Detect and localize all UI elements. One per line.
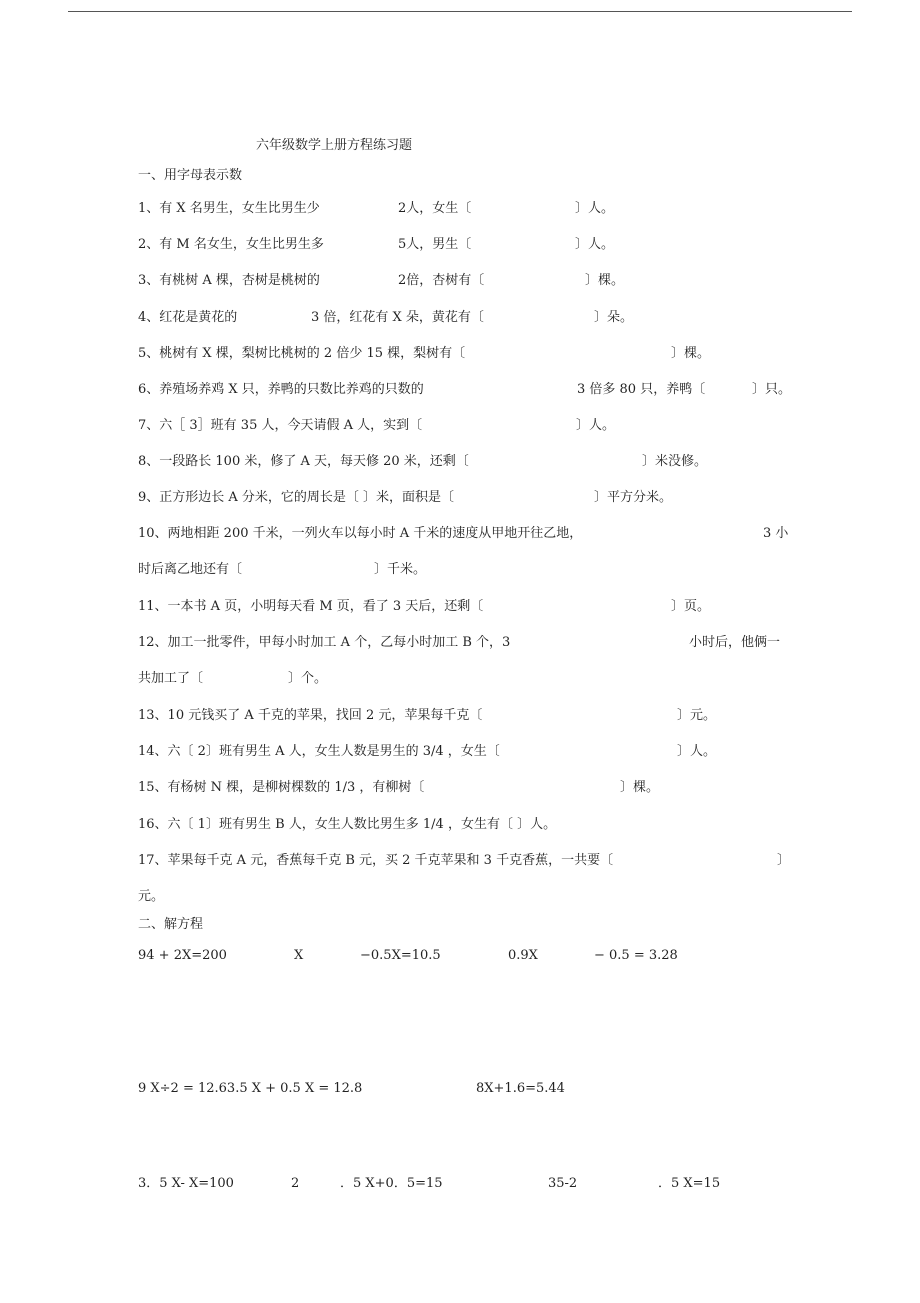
- problem-text: 14、六〔 2〕班有男生 A 人，女生人数是男生的 3/4 ，女生〔: [138, 744, 500, 759]
- problem-text: 5、桃树有 X 棵，梨树比桃树的 2 倍少 15 棵，梨树有〔: [138, 346, 466, 361]
- equation-text: 0.9X: [508, 948, 538, 963]
- equation-text: ．5 X=15: [658, 1176, 721, 1191]
- page-title: 六年级数学上册方程练习题: [256, 138, 413, 153]
- problem-text: 时后离乙地还有〔: [138, 562, 243, 577]
- problem-text: 〕页。: [671, 599, 711, 614]
- equation-text: X: [294, 948, 304, 963]
- problem-text: 16、六〔 1〕班有男生 B 人，女生人数比男生多 1/4 ，女生有〔 〕人。: [138, 817, 557, 832]
- problem-text: 〕平方分米。: [594, 490, 673, 505]
- equation-text: 8X+1.6=5.44: [476, 1081, 565, 1096]
- problem-text: 3 小: [763, 526, 789, 541]
- problem-text: 3 倍多 80 只，养鸭〔: [577, 382, 706, 397]
- problem-text: 9、正方形边长 A 分米，它的周长是〔 〕米，面积是〔: [138, 490, 455, 505]
- equation-text: 3．5 X- X=100: [138, 1176, 234, 1191]
- equation-text: −0.5X=10.5: [360, 948, 441, 963]
- problem-text: 〕千米。: [374, 562, 427, 577]
- problem-text: 〕棵。: [585, 273, 625, 288]
- problem-text: 〕人。: [575, 237, 615, 252]
- problem-text: 〕米没修。: [642, 454, 708, 469]
- problem-text: 8、一段路长 100 米，修了 A 天，每天修 20 米，还剩〔: [138, 454, 469, 469]
- problem-text: 11、一本书 A 页，小明每天看 M 页，看了 3 天后，还剩〔: [138, 599, 484, 614]
- equation-text: 9 X÷2 = 12.63.5 X + 0.5 X = 12.8: [138, 1081, 363, 1096]
- problem-text: 12、加工一批零件，甲每小时加工 A 个，乙每小时加工 B 个，3: [138, 635, 511, 650]
- problem-text: 2倍，杏树有〔: [398, 273, 485, 288]
- equation-text: ．5 X+0．5=15: [340, 1176, 443, 1191]
- problem-text: 〕个。: [288, 671, 328, 686]
- problem-text: 13、10 元钱买了 A 千克的苹果，找回 2 元，苹果每千克〔: [138, 708, 483, 723]
- problem-text: 〕: [777, 853, 791, 868]
- section-heading-equations: 二、解方程: [138, 917, 204, 932]
- equation-text: 94 + 2X=200: [138, 948, 227, 963]
- problem-text: 17、苹果每千克 A 元，香蕉每千克 B 元，买 2 千克苹果和 3 千克香蕉，一共要〔: [138, 853, 614, 868]
- problem-text: 1、有 X 名男生，女生比男生少: [138, 201, 320, 216]
- problem-text: 〕朵。: [594, 310, 634, 325]
- problem-text: 〕人。: [576, 418, 616, 433]
- problem-text: 〕棵。: [620, 780, 660, 795]
- header-rule: [68, 11, 852, 12]
- problem-text: 2、有 M 名女生，女生比男生多: [138, 237, 324, 252]
- equation-text: 2: [291, 1176, 300, 1191]
- problem-text: 2人，女生〔: [398, 201, 472, 216]
- problem-text: 3、有桃树 A 棵，杏树是桃树的: [138, 273, 320, 288]
- problem-text: 4、红花是黄花的: [138, 310, 238, 325]
- equation-text: 35-2: [548, 1176, 578, 1191]
- equation-text: − 0.5 = 3.28: [594, 948, 678, 963]
- problem-text: 5人，男生〔: [398, 237, 472, 252]
- problem-text: 3 倍，红花有 X 朵，黄花有〔: [311, 310, 484, 325]
- problem-text: 〕人。: [575, 201, 615, 216]
- problem-text: 〕元。: [677, 708, 717, 723]
- problem-text: 7、六［ 3］班有 35 人，今天请假 A 人，实到〔: [138, 418, 423, 433]
- section-heading-letters: 一、用字母表示数: [138, 168, 243, 183]
- problem-text: 小时后，他俩一: [689, 635, 781, 650]
- problem-text: 10、两地相距 200 千米，一列火车以每小时 A 千米的速度从甲地开往乙地，: [138, 526, 583, 541]
- problem-text: 6、养殖场养鸡 X 只，养鸭的只数比养鸡的只数的: [138, 382, 424, 397]
- problem-text: 元。: [138, 889, 165, 904]
- problem-text: 〕人。: [677, 744, 717, 759]
- problem-text: 15、有杨树 N 棵，是柳树棵数的 1/3 ，有柳树〔: [138, 780, 425, 795]
- problem-text: 〕只。: [752, 382, 792, 397]
- problem-text: 共加工了〔: [138, 671, 204, 686]
- problem-text: 〕棵。: [671, 346, 711, 361]
